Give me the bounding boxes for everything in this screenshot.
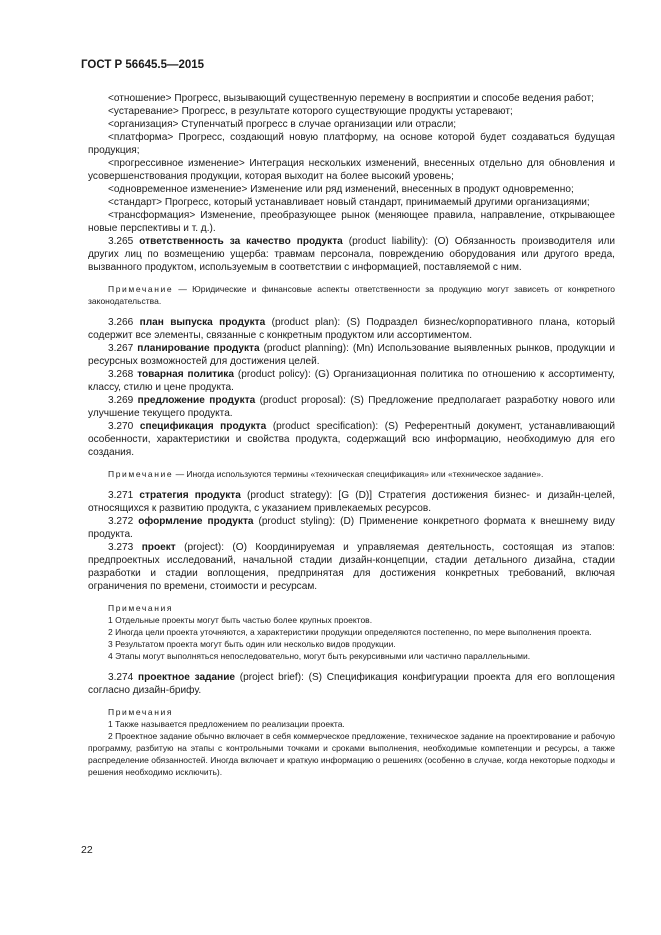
- term-entry-3-270: [88, 420, 615, 459]
- term-definition: (project): (O) Координируемая и управляемая деятельность, состоящая из этапов: предпроектных исследований, начальной стадии дизайн-концепции, стадии детального дизайна, стадии разработки и стадии воплощения, предпринятая для достижения конкретных требований, включая ограничения по времени, стоимости и ресурсам.: [88, 542, 615, 592]
- page-header: ГОСТ Р 56645.5—2015: [81, 59, 205, 71]
- paragraph: <трансформация> Изменение, преобразующее рынок (меняющее правила, направление, открывающее новые перспективы и т. д.).: [88, 210, 615, 234]
- term-title: планирование продукта: [137, 343, 260, 354]
- note-item: 1 Отдельные проекты могут быть частью более крупных проектов.: [108, 615, 373, 625]
- page-number: 22: [81, 844, 93, 856]
- term-number: 3.274: [108, 672, 134, 683]
- term-entry-3-268: [88, 368, 615, 394]
- term-entry-3-265: [88, 235, 615, 274]
- term-title: план выпуска продукта: [139, 317, 266, 328]
- term-title: товарная политика: [137, 369, 234, 380]
- term-definition: (product policy): (G) Организационная политика по отношению к ассортименту, классу, стилю и цене продукта.: [88, 369, 615, 393]
- term-title: ответственность за качество продукта: [139, 236, 343, 247]
- note-item: 1 Также называется предложением по реализации проекта.: [108, 719, 345, 729]
- term-title: проект: [141, 542, 176, 553]
- note-label: Примечание: [108, 284, 174, 294]
- term-definition: (product specification): (S) Референтный документ, устанавливающий особенности, характеристики и свойства продукта, содержащий всю информацию, необходимую для его создания.: [88, 421, 615, 458]
- page-content: [88, 92, 615, 778]
- term-number: 3.272: [108, 516, 134, 527]
- term-number: 3.270: [108, 421, 134, 432]
- term-title: спецификация продукта: [139, 421, 267, 432]
- term-definition: (product planning): (Mn) Использование выявленных рынков, продукции и ресурсных возможностей для достижения целей.: [88, 343, 615, 367]
- note-text: — Юридические и финансовые аспекты ответственности за продукцию могут зависеть от конкретного законодательства.: [88, 284, 615, 306]
- paragraph: <стандарт> Прогресс, который устанавливает новый стандарт, принимаемый другими организациями;: [108, 197, 590, 208]
- paragraph: <одновременное изменение> Изменение или ряд изменений, внесенных в продукт одновременно;: [108, 184, 574, 195]
- notes-heading: Примечания: [108, 603, 174, 613]
- paragraph: <организация> Ступенчатый прогресс в случае организации или отрасли;: [108, 119, 457, 130]
- term-entry-3-266: [88, 316, 615, 342]
- note-item: 2 Проектное задание обычно включает в себя коммерческое предложение, техническое задание на проектирование и рабочую программу, разбитую на этапы с контрольными точками и сроками выполнения, необходимые компетенции и ресурсы, а также распределение обязанностей. Иногда включает и краткую информацию о решениях (особенно в случае, когда некоторые подходы и решения необходимо исключить).: [88, 731, 615, 777]
- term-definition: (product styling): (D) Применение конкретного формата к внешнему виду продукта.: [88, 516, 615, 540]
- term-number: 3.271: [108, 490, 134, 501]
- term-definition: (project brief): (S) Спецификация конфигурации проекта для его воплощения согласно дизайн-брифу.: [88, 672, 615, 696]
- term-entry-3-272: [88, 515, 615, 541]
- term-entry-3-267: [88, 342, 615, 368]
- term-definition: (product liability): (O) Обязанность производителя или других лиц по возмещению ущерба: травмам персонала, повреждению оборудования или другого вреда, вызванного продуктом, используемым в соответствии с информацией, поставляемой с ним.: [88, 236, 616, 273]
- note: [88, 283, 615, 307]
- term-entry-3-269: [88, 394, 615, 420]
- notes-heading: Примечания: [108, 707, 174, 717]
- note-item: 2 Иногда цели проекта уточняются, а характеристики продукции определяются постепенно, по мере выполнения проекта.: [108, 627, 592, 637]
- term-number: 3.265: [108, 236, 134, 247]
- term-entry-3-271: [88, 489, 615, 515]
- note-item: 4 Этапы могут выполняться непоследовательно, могут быть рекурсивными или частично параллельными.: [108, 651, 531, 661]
- term-number: 3.269: [108, 395, 134, 406]
- term-number: 3.268: [108, 369, 134, 380]
- paragraph: <устаревание> Прогресс, в результате которого существующие продукты устаревают;: [108, 106, 513, 117]
- term-title: проектное задание: [137, 672, 236, 683]
- term-number: 3.267: [108, 343, 134, 354]
- term-title: предложение продукта: [137, 395, 256, 406]
- paragraph: <платформа> Прогресс, создающий новую платформу, на основе которой будет создаваться будущая продукция;: [88, 132, 615, 156]
- term-entry-3-274: [88, 671, 615, 697]
- term-definition: (product strategy): [G (D)] Стратегия достижения бизнес- и дизайн-целей, относящихся к развитию продукта, с указанием привлекаемых ресурсов.: [88, 490, 615, 514]
- term-definition: (product proposal): (S) Предложение предполагает разработку нового или улучшение текущего продукта.: [88, 395, 615, 419]
- term-definition: (product plan): (S) Подраздел бизнес/корпоративного плана, который содержит все элементы, связанные с конкретным продуктом или ассортиментом.: [88, 317, 615, 341]
- term-title: стратегия продукта: [139, 490, 241, 501]
- note-text: — Иногда используются термины «техническая спецификация» или «техническое задание».: [173, 469, 544, 479]
- note: [88, 468, 615, 480]
- term-title: оформление продукта: [138, 516, 254, 527]
- paragraph: <отношение> Прогресс, вызывающий существенную перемену в восприятии и способе ведения работ;: [108, 93, 594, 104]
- note-item: 3 Результатом проекта могут быть один или несколько видов продукции.: [108, 639, 396, 649]
- paragraph: <прогрессивное изменение> Интеграция нескольких изменений, внесенных отдельно для обновления и усовершенствования продукции, которая выходит на более высокий уровень;: [88, 158, 615, 182]
- term-number: 3.266: [108, 317, 134, 328]
- term-number: 3.273: [108, 542, 134, 553]
- note-label: Примечание: [108, 469, 174, 479]
- term-entry-3-273: [88, 541, 615, 593]
